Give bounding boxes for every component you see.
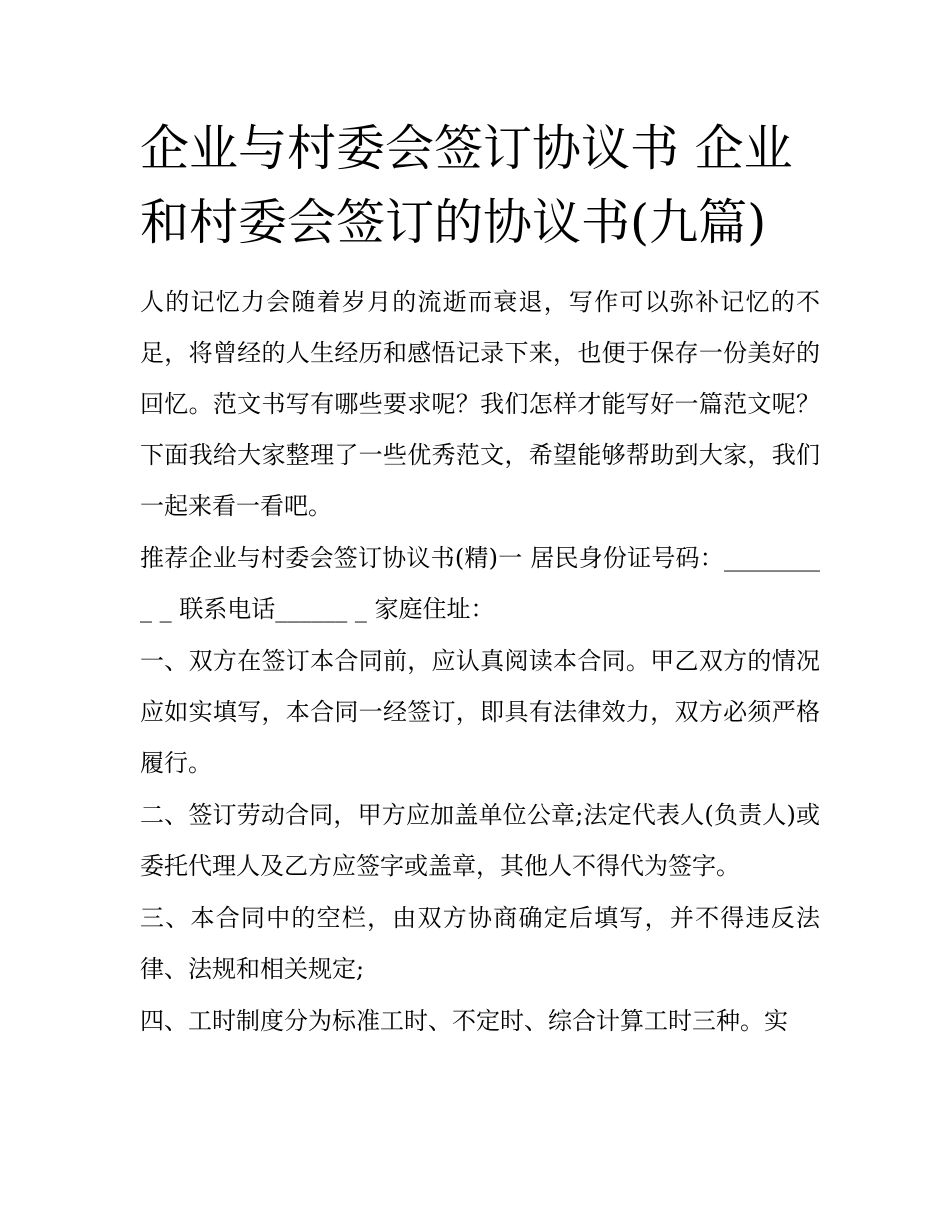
recommendation-paragraph: 推荐企业与村委会签订协议书(精)一 居民身份证号码：_________ _ 联系电话______ _ 家庭住址： xyxy=(140,544,820,623)
clause-1-paragraph: 一、双方在签订本合同前，应认真阅读本合同。甲乙双方的情况应如实填写，本合同一经签订，即具有法律效力，双方必须严格履行。 xyxy=(140,647,820,777)
clause-4-paragraph: 四、工时制度分为标准工时、不定时、综合计算工时三种。实 xyxy=(140,1007,788,1035)
document-body xyxy=(140,277,820,1048)
intro-paragraph: 人的记忆力会随着岁月的流逝而衰退，写作可以弥补记忆的不足，将曾经的人生经历和感悟记录下来，也便于保存一份美好的回忆。范文书写有哪些要求呢？我们怎样才能写好一篇范文呢？下面我给大家整理了一些优秀范文，希望能够帮助到大家，我们一起来看一看吧。 xyxy=(140,288,820,520)
clause-3-paragraph: 三、本合同中的空栏，由双方协商确定后填写，并不得违反法律、法规和相关规定; xyxy=(140,904,820,983)
clause-2-paragraph: 二、签订劳动合同，甲方应加盖单位公章;法定代表人(负责人)或委托代理人及乙方应签字或盖章，其他人不得代为签字。 xyxy=(140,801,820,880)
document-title: 企业与村委会签订协议书 企业和村委会签订的协议书(九篇) xyxy=(140,120,793,251)
